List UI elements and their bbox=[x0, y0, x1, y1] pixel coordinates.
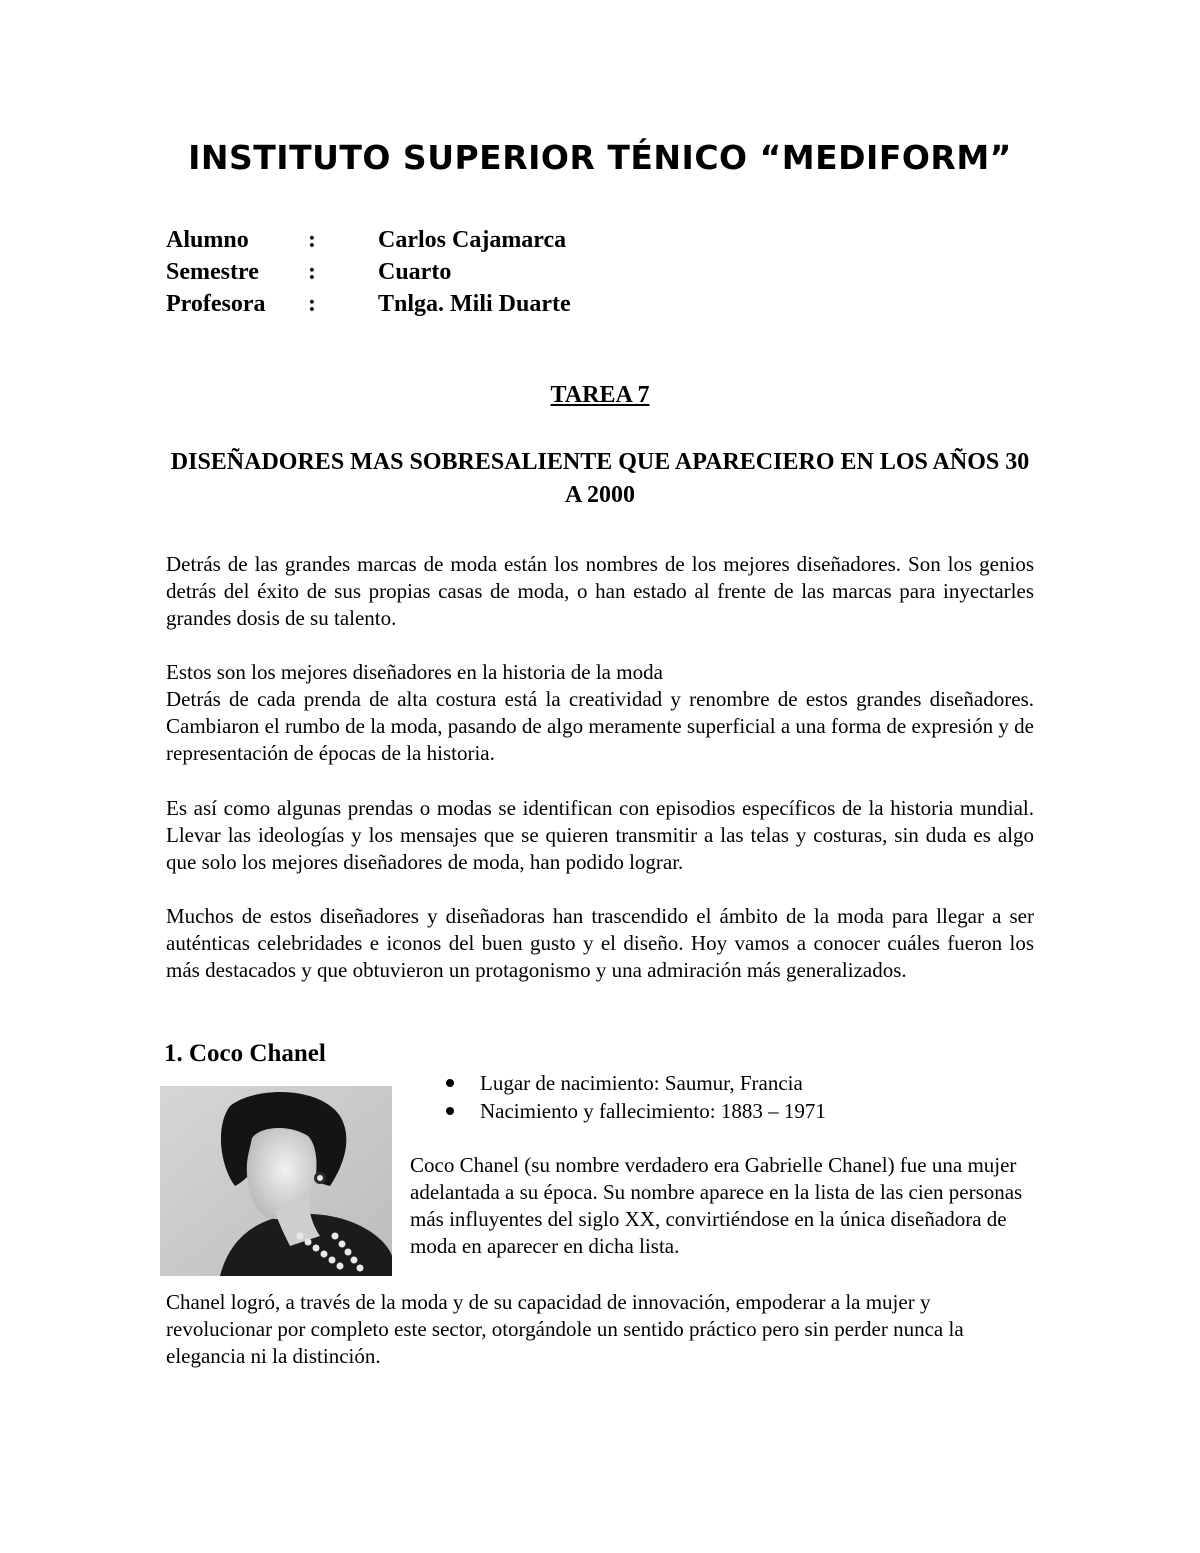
student-info bbox=[166, 224, 571, 320]
info-label: Semestre bbox=[166, 259, 259, 285]
designer-facts-list bbox=[440, 1069, 826, 1125]
info-row-teacher bbox=[166, 288, 571, 320]
institute-title: INSTITUTO SUPERIOR TÉNICO “MEDIFORM” bbox=[188, 138, 1012, 177]
celebrities-paragraph: Muchos de estos diseñadores y diseñadoras han trascendido el ámbito de la moda para llegar a ser auténticas celebridades e iconos del buen gusto y el diseño. Hoy vamos a conocer cuáles fueron los más destacados y que obtuvieron un protagonismo y una admiración más generalizados. bbox=[166, 904, 1034, 982]
intro-paragraph: Detrás de las grandes marcas de moda están los nombres de los mejores diseñadores. Son los genios detrás del éxito de sus propias casas de moda, o han estado al frente de las marcas para inyectarles grandes dosis de su talento. bbox=[166, 552, 1034, 630]
assignment-label: TAREA 7 bbox=[550, 382, 650, 408]
designer-heading: 1. Coco Chanel bbox=[164, 1040, 326, 1067]
designer-legacy: Chanel logró, a través de la moda y de su capacidad de innovación, empoderar a la mujer y revolucionar por completo este sector, otorgándole un sentido práctico pero sin perder nunca la elegancia ni la distinción. bbox=[166, 1290, 964, 1368]
info-label: Alumno bbox=[166, 227, 249, 253]
designers-paragraph: Detrás de cada prenda de alta costura está la creatividad y renombre de estos grandes diseñadores. Cambiaron el rumbo de la moda, pasando de algo meramente superficial a una forma de expresión y de representación de épocas de la historia. bbox=[166, 687, 1034, 765]
info-label: Profesora bbox=[166, 291, 266, 317]
info-colon: : bbox=[308, 291, 316, 317]
coco-chanel-portrait bbox=[160, 1086, 392, 1276]
designers-intro-line: Estos son los mejores diseñadores en la historia de la moda bbox=[166, 660, 663, 684]
info-row-semester bbox=[166, 256, 571, 288]
info-value: Cuarto bbox=[378, 259, 452, 285]
list-item: Lugar de nacimiento: Saumur, Francia bbox=[440, 1069, 826, 1097]
list-item: Nacimiento y fallecimiento: 1883 – 1971 bbox=[440, 1097, 826, 1125]
info-colon: : bbox=[308, 227, 316, 253]
info-value: Tnlga. Mili Duarte bbox=[378, 291, 571, 317]
assignment-subtitle: DISEÑADORES MAS SOBRESALIENTE QUE APARECIERO EN LOS AÑOS 30 A 2000 bbox=[170, 449, 1030, 508]
info-row-student bbox=[166, 224, 571, 256]
info-value: Carlos Cajamarca bbox=[378, 227, 567, 253]
designer-bio: Coco Chanel (su nombre verdadero era Gabrielle Chanel) fue una mujer adelantada a su época. Su nombre aparece en la lista de las cien personas más influyentes del siglo XX, convirtiéndose en la única diseñadora de moda en aparecer en dicha lista. bbox=[410, 1153, 1023, 1258]
info-colon: : bbox=[308, 259, 316, 285]
history-paragraph: Es así como algunas prendas o modas se identifican con episodios específicos de la historia mundial. Llevar las ideologías y los mensajes que se quieren transmitir a las telas y costuras, sin duda es algo que solo los mejores diseñadores de moda, han podido lograr. bbox=[166, 796, 1034, 874]
